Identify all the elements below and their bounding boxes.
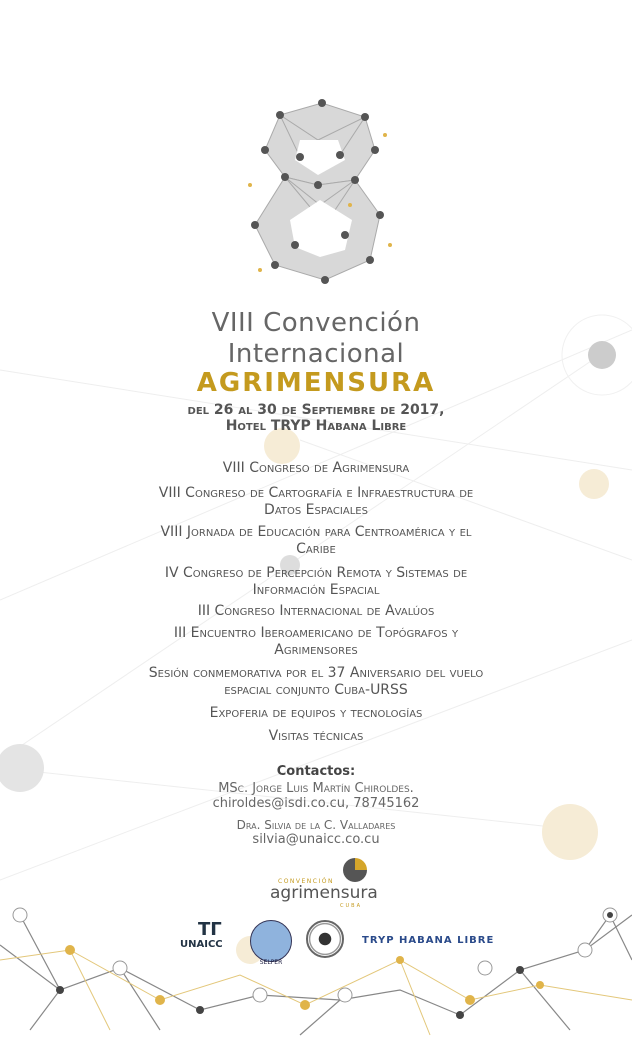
event-item: Expoferia de equipos y tecnologías	[209, 705, 423, 721]
event-item: VIII Congreso de Cartografía e Infraestructura de Datos Espaciales	[158, 485, 474, 518]
crosshair-icon	[343, 858, 367, 882]
unaicc-symbol-icon: ΤΓ	[198, 919, 222, 940]
unaicc-logo	[180, 921, 225, 950]
contacts-heading: Contactos:	[276, 764, 356, 779]
selper-text: SELPER	[259, 959, 283, 966]
event-venue: Hotel TRYP Habana Libre	[225, 418, 407, 434]
contact-person-2: Dra. Silvia de la C. Valladares	[236, 818, 396, 832]
contact-email-1[interactable]: chiroldes@isdi.co.cu, 78745162	[212, 796, 420, 811]
convencion-logo	[268, 858, 388, 908]
contact-person-1: MSc. Jorge Luis Martín Chiroldes.	[218, 781, 414, 796]
seal-logo	[306, 920, 344, 958]
event-date: del 26 al 30 de Septiembre de 2017,	[187, 402, 445, 418]
sponsor-logos	[0, 918, 632, 968]
event-item: III Congreso Internacional de Avalúos	[197, 603, 435, 619]
event-item: Sesión conmemorativa por el 37 Aniversario del vuelo espacial conjunto Cuba-URSS	[148, 665, 484, 698]
title-line-2: Internacional	[227, 339, 405, 369]
tryp-logo: TRYP HABANA LIBRE	[362, 935, 495, 946]
title-agrimensura: AGRIMENSURA	[196, 368, 436, 398]
event-item: VIII Jornada de Educación para Centroamérica y el Caribe	[160, 524, 472, 557]
event-item: Visitas técnicas	[268, 728, 364, 744]
unaicc-text: UNAICC	[180, 939, 223, 950]
title-line-1: VIII Convención	[211, 308, 421, 338]
contact-email-2[interactable]: silvia@unaicc.co.cu	[252, 832, 380, 847]
event-item: VIII Congreso de Agrimensura	[222, 460, 410, 476]
selper-logo	[250, 920, 292, 966]
logo-convencion-text: CONVENCIÓN	[278, 878, 334, 885]
logo-cuba-text: CUBA	[340, 903, 363, 909]
event-item: III Encuentro Iberoamericano de Topógrafos y Agrimensores	[173, 625, 459, 658]
logo-agrimensura-text: agrimensura	[270, 883, 378, 903]
event-item: IV Congreso de Percepción Remota y Sistemas de Información Espacial	[164, 565, 468, 598]
eight-logo	[240, 95, 400, 290]
